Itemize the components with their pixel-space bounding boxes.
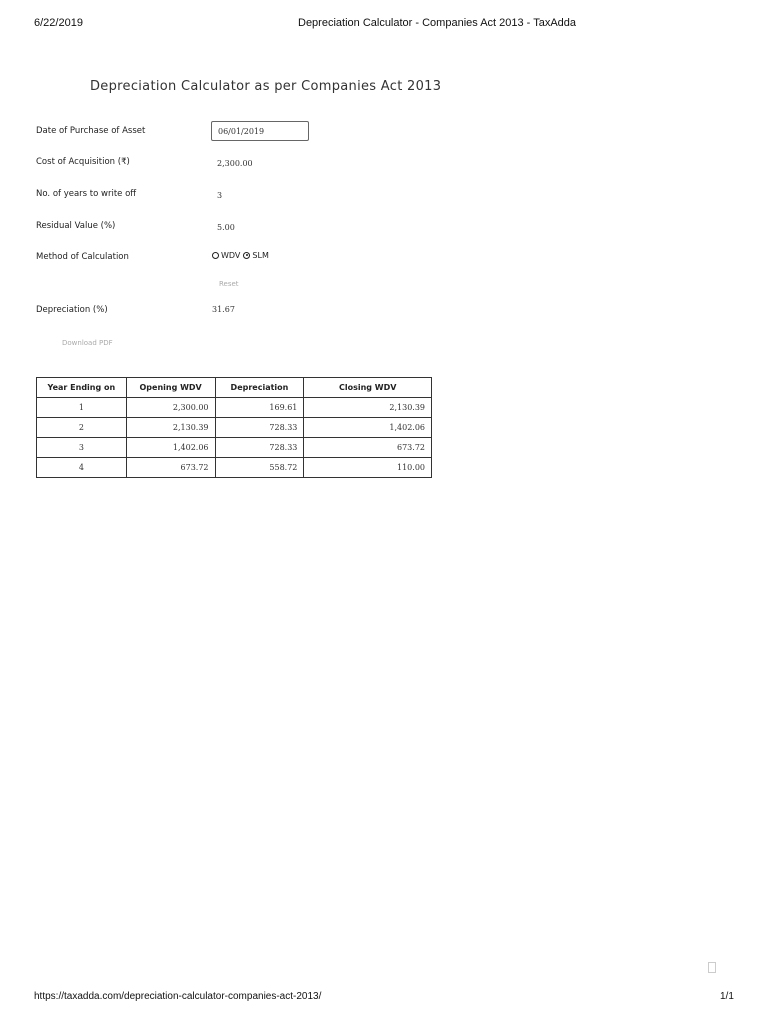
method-slm-label[interactable]: SLM	[252, 251, 269, 260]
cell-year: 3	[37, 438, 127, 458]
residual-label: Residual Value (%)	[36, 221, 116, 231]
table-row	[37, 458, 432, 478]
missing-glyph-icon	[708, 962, 716, 973]
cost-input[interactable]: 2,300.00	[217, 159, 253, 168]
residual-input[interactable]: 5.00	[217, 223, 235, 232]
cell-depreciation: 169.61	[215, 398, 304, 418]
cell-opening-wdv: 2,130.39	[126, 418, 215, 438]
method-wdv-label[interactable]: WDV	[221, 251, 241, 260]
column-header-depreciation: Depreciation	[215, 378, 304, 398]
cell-opening-wdv: 1,402.06	[126, 438, 215, 458]
years-input[interactable]: 3	[217, 191, 223, 200]
column-header-opening-wdv: Opening WDV	[126, 378, 215, 398]
cell-opening-wdv: 673.72	[126, 458, 215, 478]
column-header-year: Year Ending on	[37, 378, 127, 398]
cell-opening-wdv: 2,300.00	[126, 398, 215, 418]
years-label: No. of years to write off	[36, 189, 137, 199]
print-page-count: 1/1	[720, 991, 734, 1002]
cell-year: 1	[37, 398, 127, 418]
table-row	[37, 398, 432, 418]
reset-button[interactable]: Reset	[219, 280, 239, 288]
cell-closing-wdv: 673.72	[304, 438, 432, 458]
cost-label: Cost of Acquisition (₹)	[36, 157, 130, 167]
cell-depreciation: 728.33	[215, 418, 304, 438]
purchase-date-label: Date of Purchase of Asset	[36, 126, 146, 136]
depreciation-schedule-table	[36, 377, 432, 478]
method-slm-radio[interactable]	[243, 252, 250, 259]
method-label: Method of Calculation	[36, 252, 129, 262]
cell-depreciation: 728.33	[215, 438, 304, 458]
table-header-row	[37, 378, 432, 398]
depreciation-value: 31.67	[212, 305, 235, 314]
calculator-title: Depreciation Calculator as per Companies Act 2013	[90, 79, 442, 94]
column-header-closing-wdv: Closing WDV	[304, 378, 432, 398]
print-date: 6/22/2019	[34, 17, 83, 29]
print-url: https://taxadda.com/depreciation-calculator-companies-act-2013/	[34, 991, 322, 1002]
method-radio-group	[212, 251, 272, 260]
depreciation-label: Depreciation (%)	[36, 305, 108, 315]
cell-year: 4	[37, 458, 127, 478]
table-row	[37, 438, 432, 458]
table-row	[37, 418, 432, 438]
cell-year: 2	[37, 418, 127, 438]
cell-closing-wdv: 1,402.06	[304, 418, 432, 438]
purchase-date-input[interactable]: 06/01/2019	[211, 121, 309, 141]
print-page-title: Depreciation Calculator - Companies Act 2013 - TaxAdda	[298, 17, 577, 29]
download-pdf-button[interactable]: Download PDF	[62, 339, 113, 347]
method-wdv-radio[interactable]	[212, 252, 219, 259]
cell-closing-wdv: 2,130.39	[304, 398, 432, 418]
cell-depreciation: 558.72	[215, 458, 304, 478]
cell-closing-wdv: 110.00	[304, 458, 432, 478]
